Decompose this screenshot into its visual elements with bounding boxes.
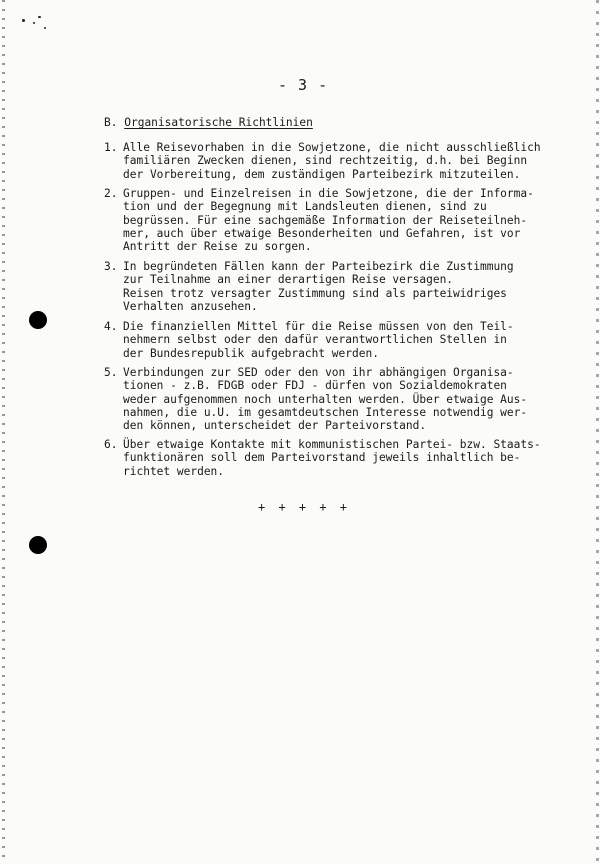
item-number: 3. [104, 260, 118, 273]
item-text: Alle Reisevorhaben in die Sowjetzone, die nicht ausschließlich familiären Zwecken dienen, sind rechtzeitig, d.h. bei Beginn der Vorbereitung, dem zuständigen Parteibezirk mitzuteilen. [123, 141, 541, 181]
list-item [104, 260, 574, 313]
list-item [104, 438, 574, 478]
list-item [104, 320, 574, 360]
item-number: 5. [104, 366, 118, 379]
item-text: Verbindungen zur SED oder den von ihr abhängigen Organisa- tionen - z.B. FDGB oder FDJ - dürfen von Sozialdemokraten weder aufgenommen noch unterhalten werden. Über etwaige Aus- nahmen, die u.U. im gesamtdeutschen Interesse notwendig wer- den können, unterscheidet der Parteivorstand. [123, 366, 528, 433]
right-edge-marks [596, 0, 599, 864]
scan-speck [22, 19, 25, 22]
item-text: Über etwaige Kontakte mit kommunistischen Partei- bzw. Staats- funktionären soll dem Parteivorstand jeweils inhaltlich be- richtet werden. [123, 438, 541, 478]
section-title: Organisatorische Richtlinien [124, 116, 313, 129]
punch-hole-lower [29, 536, 47, 554]
list-item [104, 187, 574, 253]
scan-speck [44, 27, 46, 29]
section-letter: B. [104, 116, 118, 129]
list-item [104, 141, 574, 181]
item-text: In begründeten Fällen kann der Parteibezirk die Zustimmung zur Teilnahme an einer derartigen Reise versagen. Reisen trotz versagter Zustimmung sind als parteiwidriges Verhalten anzusehen. [123, 260, 514, 313]
item-number: 6. [104, 438, 118, 451]
item-number: 2. [104, 187, 118, 200]
page-number: - 3 - [278, 76, 329, 94]
binding-edge-marks [2, 0, 5, 864]
item-number: 4. [104, 320, 118, 333]
end-marks: + + + + + [258, 500, 351, 514]
scan-speck [38, 16, 41, 18]
item-number: 1. [104, 141, 118, 154]
section-heading [104, 116, 313, 129]
scan-speck [33, 22, 35, 24]
punch-hole-upper [29, 311, 47, 329]
item-text: Gruppen- und Einzelreisen in die Sowjetzone, die der Informa- tion und der Begegnung mit Landsleuten dienen, sind zu begrüssen. Für eine sachgemäße Information der Reiseteilneh- mer, auch über etwaige Besonderheiten und Gefahren, ist vor Antritt der Reise zu sorgen. [123, 187, 534, 254]
list-item [104, 366, 574, 432]
item-text: Die finanziellen Mittel für die Reise müssen von den Teil- nehmern selbst oder den dafür verantwortlichen Stellen in der Bundesrepublik aufgebracht werden. [123, 320, 514, 360]
